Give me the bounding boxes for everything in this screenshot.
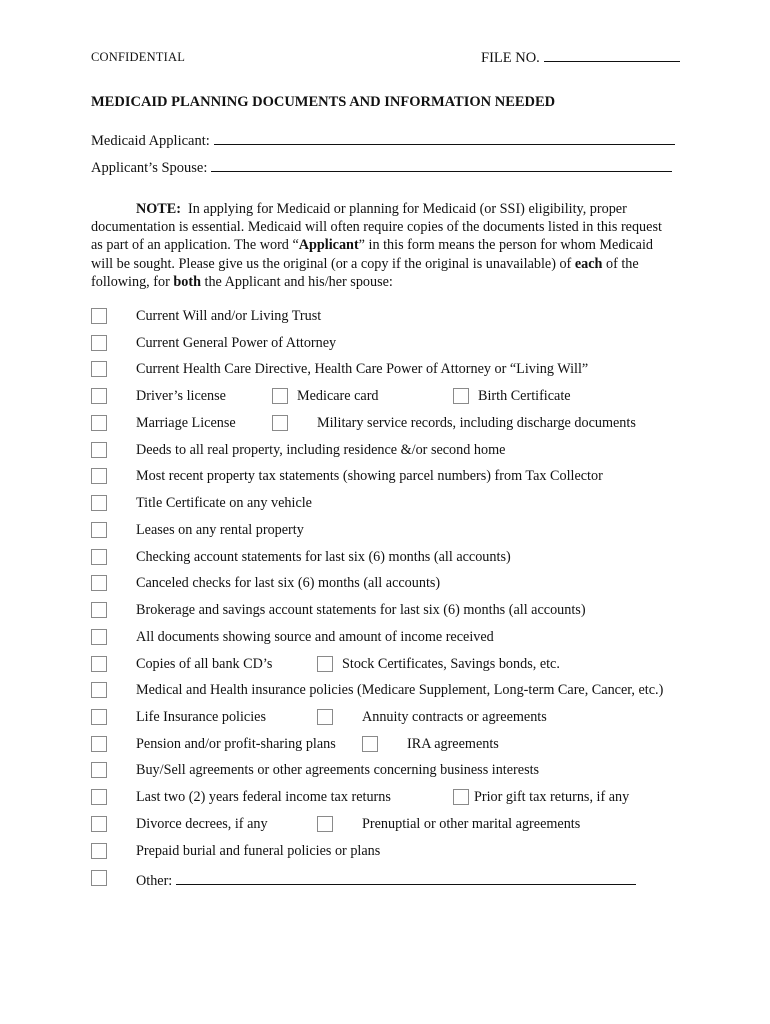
- label-prenuptial: Prenuptial or other marital agreements: [362, 816, 581, 832]
- label-ira: IRA agreements: [407, 736, 499, 752]
- checkbox-bank-cds[interactable]: [91, 656, 107, 672]
- note-line-2: documentation is essential. Medicaid will often require copies of the documents listed in this request: [91, 219, 662, 236]
- checkbox-pension[interactable]: [91, 736, 107, 752]
- checkbox-vehicle-title[interactable]: [91, 495, 107, 511]
- checkbox-gift-tax[interactable]: [453, 789, 469, 805]
- other-row: [136, 870, 636, 890]
- label-income-docs: All documents showing source and amount of income received: [136, 629, 494, 645]
- checkbox-insurance[interactable]: [91, 682, 107, 698]
- checkbox-tax-returns[interactable]: [91, 789, 107, 805]
- label-annuity: Annuity contracts or agreements: [362, 709, 547, 725]
- checkbox-marriage-license[interactable]: [91, 415, 107, 431]
- note-label: NOTE:: [136, 201, 181, 217]
- checkbox-buy-sell[interactable]: [91, 762, 107, 778]
- checkbox-checking[interactable]: [91, 549, 107, 565]
- file-number: [481, 47, 680, 67]
- file-number-label: FILE NO.: [481, 50, 540, 66]
- label-military-records: Military service records, including discharge documents: [317, 415, 636, 431]
- label-health-directive: Current Health Care Directive, Health Care Power of Attorney or “Living Will”: [136, 361, 589, 377]
- label-burial: Prepaid burial and funeral policies or plans: [136, 843, 381, 859]
- checkbox-leases[interactable]: [91, 522, 107, 538]
- label-insurance: Medical and Health insurance policies (Medicare Supplement, Long-term Care, Cancer, etc.): [136, 682, 664, 698]
- label-medicare-card: Medicare card: [297, 388, 379, 404]
- checkbox-divorce[interactable]: [91, 816, 107, 832]
- checkbox-canceled-checks[interactable]: [91, 575, 107, 591]
- applicant-row: [91, 130, 675, 150]
- checkbox-income-docs[interactable]: [91, 629, 107, 645]
- checkbox-medicare-card[interactable]: [272, 388, 288, 404]
- checkbox-burial[interactable]: [91, 843, 107, 859]
- label-life-insurance: Life Insurance policies: [136, 709, 266, 725]
- checkbox-health-directive[interactable]: [91, 361, 107, 377]
- note-line-5: following, for both the Applicant and his/her spouse:: [91, 273, 393, 290]
- label-leases: Leases on any rental property: [136, 522, 304, 538]
- page-title: MEDICAID PLANNING DOCUMENTS AND INFORMATION NEEDED: [91, 94, 556, 110]
- checkbox-property-tax[interactable]: [91, 468, 107, 484]
- label-birth-certificate: Birth Certificate: [478, 388, 571, 404]
- checkbox-brokerage[interactable]: [91, 602, 107, 618]
- other-field[interactable]: [176, 870, 636, 885]
- label-canceled-checks: Canceled checks for last six (6) months (all accounts): [136, 575, 441, 591]
- confidential-label: CONFIDENTIAL: [91, 50, 186, 64]
- checkbox-prenuptial[interactable]: [317, 816, 333, 832]
- spouse-field[interactable]: [211, 157, 672, 172]
- label-buy-sell: Buy/Sell agreements or other agreements concerning business interests: [136, 762, 540, 778]
- file-number-field[interactable]: [544, 47, 680, 62]
- label-gift-tax: Prior gift tax returns, if any: [474, 789, 630, 805]
- label-pension: Pension and/or profit-sharing plans: [136, 736, 336, 752]
- note-line-4: will be sought. Please give us the original (or a copy if the original is unavailable) of each of the: [91, 255, 639, 272]
- note-paragraph: [91, 200, 703, 291]
- applicant-field[interactable]: [214, 130, 675, 145]
- checkbox-power-of-attorney[interactable]: [91, 335, 107, 351]
- checkbox-will[interactable]: [91, 308, 107, 324]
- spouse-row: [91, 157, 672, 177]
- checkbox-deeds[interactable]: [91, 442, 107, 458]
- label-divorce: Divorce decrees, if any: [136, 816, 268, 832]
- note-line-1: In applying for Medicaid or planning for Medicaid (or SSI) eligibility, proper: [188, 201, 627, 217]
- label-other: Other:: [136, 873, 173, 889]
- checkbox-military-records[interactable]: [272, 415, 288, 431]
- label-stock-certificates: Stock Certificates, Savings bonds, etc.: [342, 656, 560, 672]
- label-tax-returns: Last two (2) years federal income tax returns: [136, 789, 391, 805]
- label-property-tax: Most recent property tax statements (showing parcel numbers) from Tax Collector: [136, 468, 603, 484]
- label-marriage-license: Marriage License: [136, 415, 236, 431]
- checkbox-life-insurance[interactable]: [91, 709, 107, 725]
- checkbox-annuity[interactable]: [317, 709, 333, 725]
- label-brokerage: Brokerage and savings account statements for last six (6) months (all accounts): [136, 602, 586, 618]
- checkbox-stock-certificates[interactable]: [317, 656, 333, 672]
- checkbox-other[interactable]: [91, 870, 107, 886]
- label-checking: Checking account statements for last six (6) months (all accounts): [136, 549, 511, 565]
- label-bank-cds: Copies of all bank CD’s: [136, 656, 273, 672]
- checkbox-birth-certificate[interactable]: [453, 388, 469, 404]
- note-line-3: as part of an application. The word “Applicant” in this form means the person for whom Medicaid: [91, 237, 653, 254]
- label-deeds: Deeds to all real property, including residence &/or second home: [136, 442, 506, 458]
- checkbox-drivers-license[interactable]: [91, 388, 107, 404]
- label-drivers-license: Driver’s license: [136, 388, 226, 404]
- label-vehicle-title: Title Certificate on any vehicle: [136, 495, 312, 511]
- spouse-label: Applicant’s Spouse:: [91, 160, 208, 176]
- applicant-label: Medicaid Applicant:: [91, 133, 210, 149]
- label-will: Current Will and/or Living Trust: [136, 308, 322, 324]
- checkbox-ira[interactable]: [362, 736, 378, 752]
- label-power-of-attorney: Current General Power of Attorney: [136, 335, 337, 351]
